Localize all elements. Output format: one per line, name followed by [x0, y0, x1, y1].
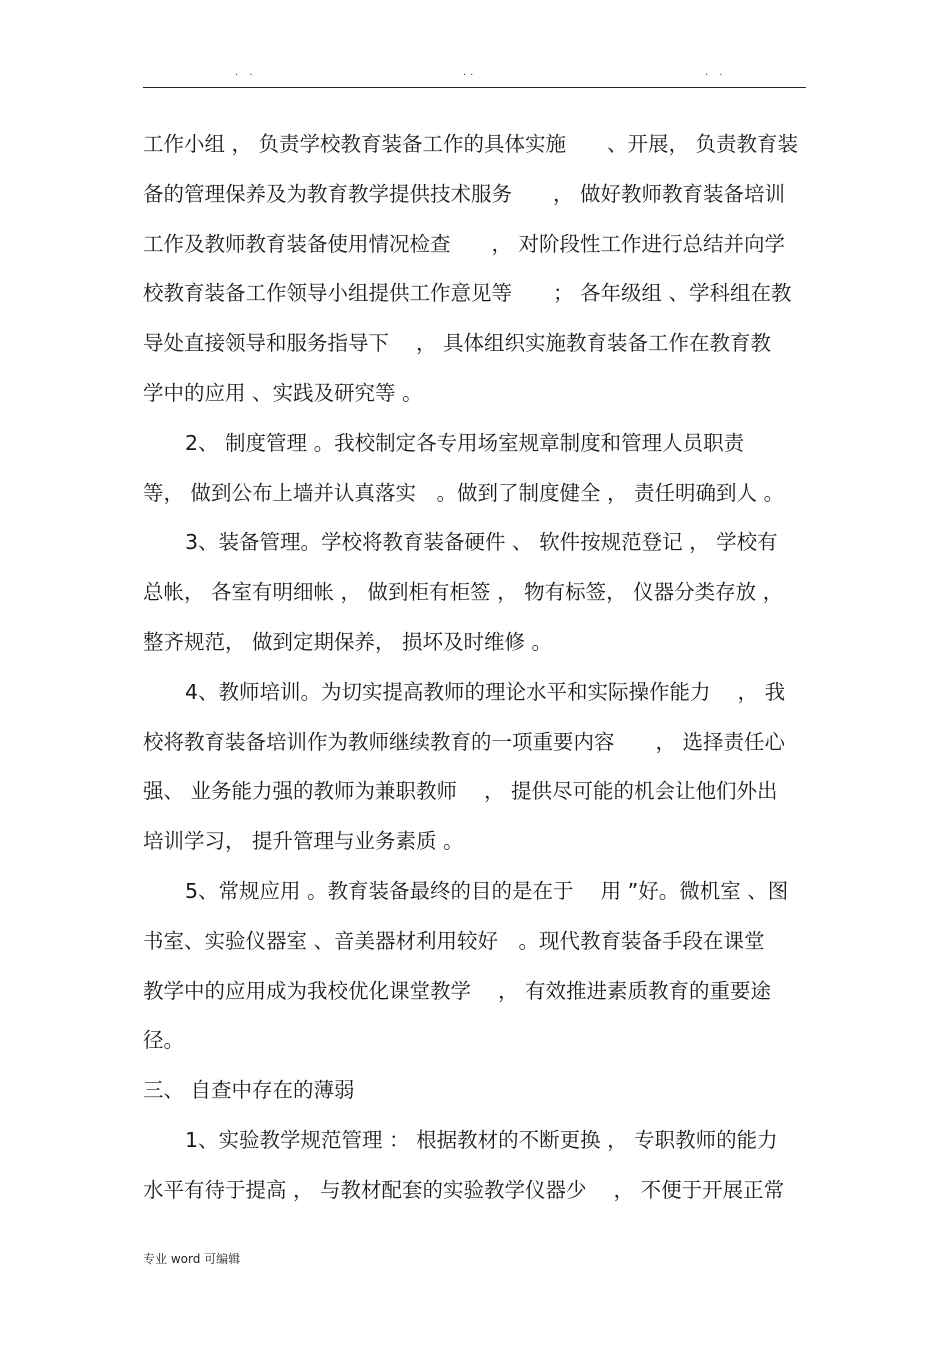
- text-line: 工作及教师教育装备使用情况检查 ， 对阶段性工作进行总结并向学: [143, 231, 786, 256]
- text-line: 强、 业务能力强的教师为兼职教师 ， 提供尽可能的机会让他们外出: [143, 779, 778, 804]
- text-line: 总帐， 各室有明细帐 ， 做到柜有柜签 ， 物有标签， 仪器分类存放 ，: [143, 580, 784, 605]
- text-line: 备的管理保养及为教育教学提供技术服务 ， 做好教师教育装备培训: [143, 181, 786, 206]
- section-heading: 三、 自查中存在的薄弱: [143, 1078, 355, 1103]
- text-line: 1、实验教学规范管理 ： 根据教材的不断更换 ， 专职教师的能力: [185, 1127, 778, 1152]
- text-line: 等， 做到公布上墙并认真落实 。做到了制度健全 ， 责任明确到人 。: [143, 480, 785, 505]
- text-line: 培训学习， 提升管理与业务素质 。: [143, 829, 464, 854]
- text-line: 2、 制度管理 。我校制定各专用场室规章制度和管理人员职责: [185, 430, 745, 455]
- document-body: [143, 120, 806, 1216]
- text-line: 3、装备管理。学校将教育装备硬件 、 软件按规范登记 ， 学校有: [185, 530, 778, 555]
- header-mark-right: · ·: [705, 70, 727, 81]
- page-footer: 专业 word 可编辑: [143, 1252, 241, 1266]
- text-line: 学中的应用 、实践及研究等 。: [143, 380, 423, 405]
- text-line: 导处直接领导和服务指导下 ， 具体组织实施教育装备工作在教育教: [143, 331, 772, 356]
- text-line: 径。: [143, 1028, 184, 1053]
- text-line: 校将教育装备培训作为教师继续教育的一项重要内容 ， 选择责任心: [143, 729, 786, 754]
- text-line: 4、教师培训。为切实提高教师的理论水平和实际操作能力 ， 我: [185, 679, 786, 704]
- text-line: 5、常规应用 。教育装备最终的目的是在于 用 ”好。微机室 、图: [185, 878, 789, 903]
- text-line: 水平有待于提高 ， 与教材配套的实验教学仪器少 ， 不便于开展正常: [143, 1177, 785, 1202]
- text-line: 校教育装备工作领导小组提供工作意见等 ； 各年级组 、学科组在教: [143, 281, 792, 306]
- text-line: 工作小组 ， 负责学校教育装备工作的具体实施 、开展， 负责教育装: [143, 132, 799, 156]
- text-line: 书室、实验仪器室 、音美器材利用较好 。现代教育装备手段在课堂: [143, 928, 765, 953]
- header-mark-left: · ·: [235, 70, 257, 81]
- header-mark-center: ··: [463, 70, 478, 81]
- text-line: 教学中的应用成为我校优化课堂教学 ， 有效推进素质教育的重要途: [143, 978, 772, 1003]
- page-header: [143, 70, 806, 90]
- text-line: 整齐规范， 做到定期保养， 损坏及时维修 。: [143, 629, 553, 654]
- header-rule: [143, 87, 806, 88]
